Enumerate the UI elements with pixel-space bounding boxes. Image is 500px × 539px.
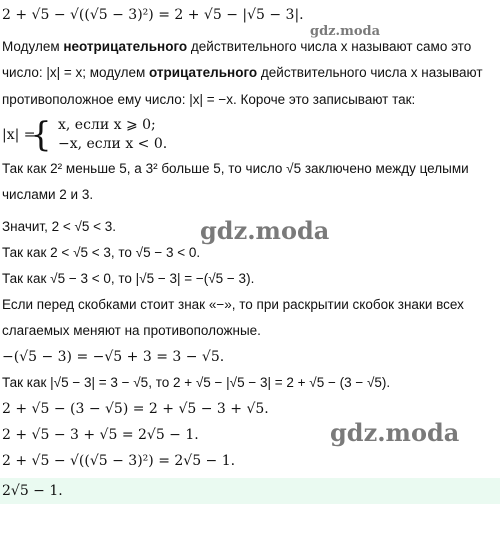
cases-lhs: |x| = [2,127,36,143]
text-line-substitute: Так как |√5 − 3| = 3 − √5, то 2 + √5 − |√5 − 3| = 2 + √5 − (3 − √5). [2,375,391,390]
equation-expand: 2 + √5 − (3 − √5) = 2 + √5 − 3 + √5. [2,401,269,417]
text-line-modulus: Так как √5 − 3 < 0, то |√5 − 3| = −(√5 − 3). [2,271,255,286]
text-line-rule-1: Если перед скобками стоит знак «−», то при раскрытии скобок знаки всех [2,297,464,312]
equation-open-brackets: −(√5 − 3) = −√5 + 3 = 3 − √5. [2,349,225,365]
equation-simplify: 2 + √5 − 3 + √5 = 2√5 − 1. [2,427,199,443]
watermark-small: gdz.moda [310,24,381,39]
watermark-large-2: gdz.moda [330,418,460,447]
text-line-between: числами 2 и 3. [2,187,94,202]
text-line-negative: Так как 2 < √5 < 3, то √5 − 3 < 0. [2,245,201,260]
watermark-large-1: gdz.moda [200,216,330,245]
case-nonnegative: x, если x ⩾ 0; [58,117,156,133]
definition-line-2: число: |x| = x; модулем отрицательного действительного числа x называют [2,65,483,80]
text-line-compare: Так как 2² меньше 5, а 3² больше 5, то число √5 заключено между целыми [2,161,469,176]
text-line-rule-2: слагаемых меняют на противоположные. [2,323,261,338]
equation-full-result: 2 + √5 − √((√5 − 3)²) = 2√5 − 1. [2,453,236,469]
definition-line-3: противоположное ему число: |x| = −x. Короче это записывают так: [2,92,416,107]
definition-line-1: Модулем неотрицательного действительного числа x называют само это [2,39,472,54]
final-answer: 2√5 − 1. [2,483,63,499]
text-line-therefore: Значит, 2 < √5 < 3. [2,219,117,234]
cases-brace: { [30,115,52,155]
case-negative: −x, если x < 0. [58,136,168,152]
equation-line-1: 2 + √5 − √((√5 − 3)²) = 2 + √5 − |√5 − 3|. [2,7,304,23]
answer-highlight [0,478,500,504]
